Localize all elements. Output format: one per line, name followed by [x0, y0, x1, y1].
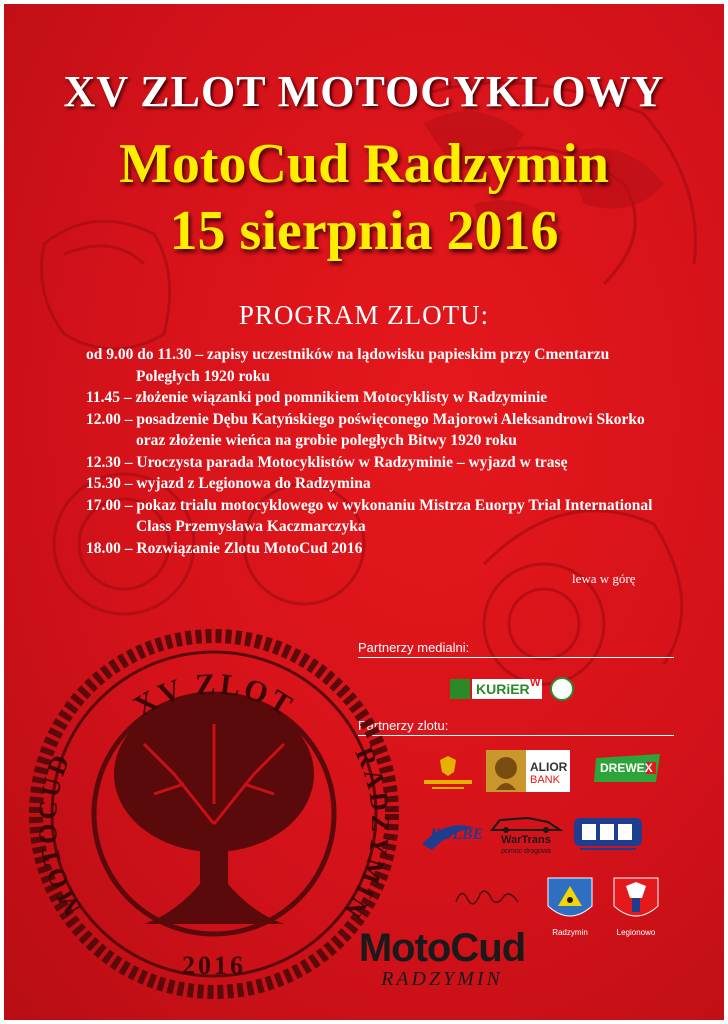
program-text: Rozwiązanie Zlotu MotoCud 2016 — [136, 539, 363, 557]
brand-main: MotoCud — [358, 926, 526, 970]
wartrans-tagline: pomoc drogowa — [501, 848, 551, 855]
event-title: XV ZLOT MOTOCYKLOWY — [63, 67, 665, 116]
crb-emblem-icon — [570, 814, 646, 854]
radzymin-coat-of-arms-icon — [544, 876, 596, 926]
drewex-logo — [592, 752, 664, 786]
program-item: 17.00 – pokaz trialu motocyklowego w wykonaniu Mistrza Euorpy Trial International Class Przemysława Kaczmarczyka — [86, 495, 706, 538]
program-text-cont: Poległych 1920 roku — [136, 367, 271, 385]
legionowo-caption: Legionowo — [616, 928, 656, 937]
svg-text:RADZYMIN — [337, 743, 395, 926]
program-time: od 9.00 do 11.30 — [86, 346, 192, 363]
emblem-year: 2016 — [182, 951, 246, 980]
gold-crest-icon — [418, 754, 478, 794]
program-item: 18.00 – Rozwiązanie Zlotu MotoCud 2016 — [86, 539, 363, 557]
poster — [4, 4, 724, 1020]
event-date: 15 sierpnia 2016 — [169, 200, 559, 262]
emblem-left-text: MOTOCUD — [32, 748, 88, 921]
program-item: 11.45 – złożenie wiązanki pod pomnikiem Motocyklisty w Radzyminie — [86, 389, 548, 406]
crb-logo — [570, 814, 646, 854]
program-text: wyjazd z Legionowa do Radzymina — [136, 475, 371, 492]
kurier-logo — [450, 676, 580, 702]
program-text: zapisy uczestników na lądowisku papieskim przy Cmentarzu — [207, 346, 610, 363]
program-text: złożenie wiązanki pod pomnikiem Motocyklisty w Radzyminie — [135, 389, 548, 406]
program-item: 12.00 – posadzenie Dębu Katyńskiego poświęconego Majorowi Aleksandrowi Skorko oraz złożenie wieńca na grobie poległych Bitwy 1920 roku — [86, 409, 706, 452]
kurier-text: KURiER — [476, 681, 530, 697]
program-text: Uroczysta parada Motocyklistów w Radzyminie – wyjazd w trasę — [136, 453, 568, 471]
emblem-right-text: RADZYMIN — [336, 742, 396, 926]
program-time: 17.00 — [86, 496, 121, 514]
emblem-top-text: XV ZLOT — [128, 667, 300, 724]
wartrans-logo — [488, 812, 564, 858]
motocud-brand — [342, 928, 542, 991]
wartrans-name: WarTrans — [501, 834, 551, 846]
program-item: od 9.00 do 11.30 – zapisy uczestników na lądowisku papieskim przy Cmentarzu Poległych 1920 roku — [86, 344, 706, 387]
alior-bank-logo — [486, 750, 570, 792]
partner-crest-logo — [418, 754, 478, 794]
drewex-text: DREWEX — [600, 761, 653, 775]
kolbe-logo — [418, 814, 484, 854]
radzymin-crest — [544, 876, 596, 938]
media-partners-divider — [358, 657, 674, 658]
media-partners-label: Partnerzy medialni: — [358, 640, 470, 655]
legionowo-crest — [610, 876, 662, 938]
program-item: 15.30 – wyjazd z Legionowa do Radzymina — [86, 475, 371, 492]
event-name: MotoCud Radzymin — [118, 133, 610, 195]
signature-icon — [452, 882, 522, 912]
kurier-sup: W — [530, 677, 541, 689]
program-text: pokaz trialu motocyklowego w wykonaniu Mistrza Euorpy Trial International — [136, 496, 653, 514]
alior-head-icon — [486, 750, 526, 792]
program-time: 15.30 — [86, 475, 121, 492]
legionowo-coat-of-arms-icon — [610, 876, 662, 926]
program-list — [86, 344, 706, 559]
brand-sub: RADZYMIN — [381, 968, 503, 990]
program-time: 11.45 — [86, 389, 121, 406]
program-heading: PROGRAM ZLOTU: — [238, 300, 490, 330]
program-time: 12.00 — [86, 410, 121, 428]
svg-text:MOTOCUD — [33, 748, 88, 920]
alior-bank: BANK — [530, 774, 560, 786]
radzymin-caption: Radzymin — [552, 928, 588, 937]
alior-name: ALIOR — [530, 760, 568, 774]
program-time: 12.30 — [86, 453, 121, 471]
signature-logo — [452, 882, 522, 912]
program-item: 12.30 – Uroczysta parada Motocyklistów w Radzyminie – wyjazd w trasę — [86, 453, 568, 471]
route-note: lewa w górę — [572, 571, 636, 586]
program-text-cont: oraz złożenie wieńca na grobie poległych Bitwy 1920 roku — [136, 432, 517, 449]
kolbe-text: KOLBE — [430, 826, 484, 843]
event-partners-label: Partnerzy zlotu: — [358, 718, 449, 733]
event-partners-divider — [358, 735, 674, 736]
program-text-cont: Class Przemysława Kaczmarczyka — [136, 518, 366, 535]
program-text: posadzenie Dębu Katyńskiego poświęconego Majorowi Aleksandrowi Skorko — [136, 410, 645, 428]
tow-truck-icon — [488, 812, 564, 834]
program-time: 18.00 — [86, 539, 121, 557]
